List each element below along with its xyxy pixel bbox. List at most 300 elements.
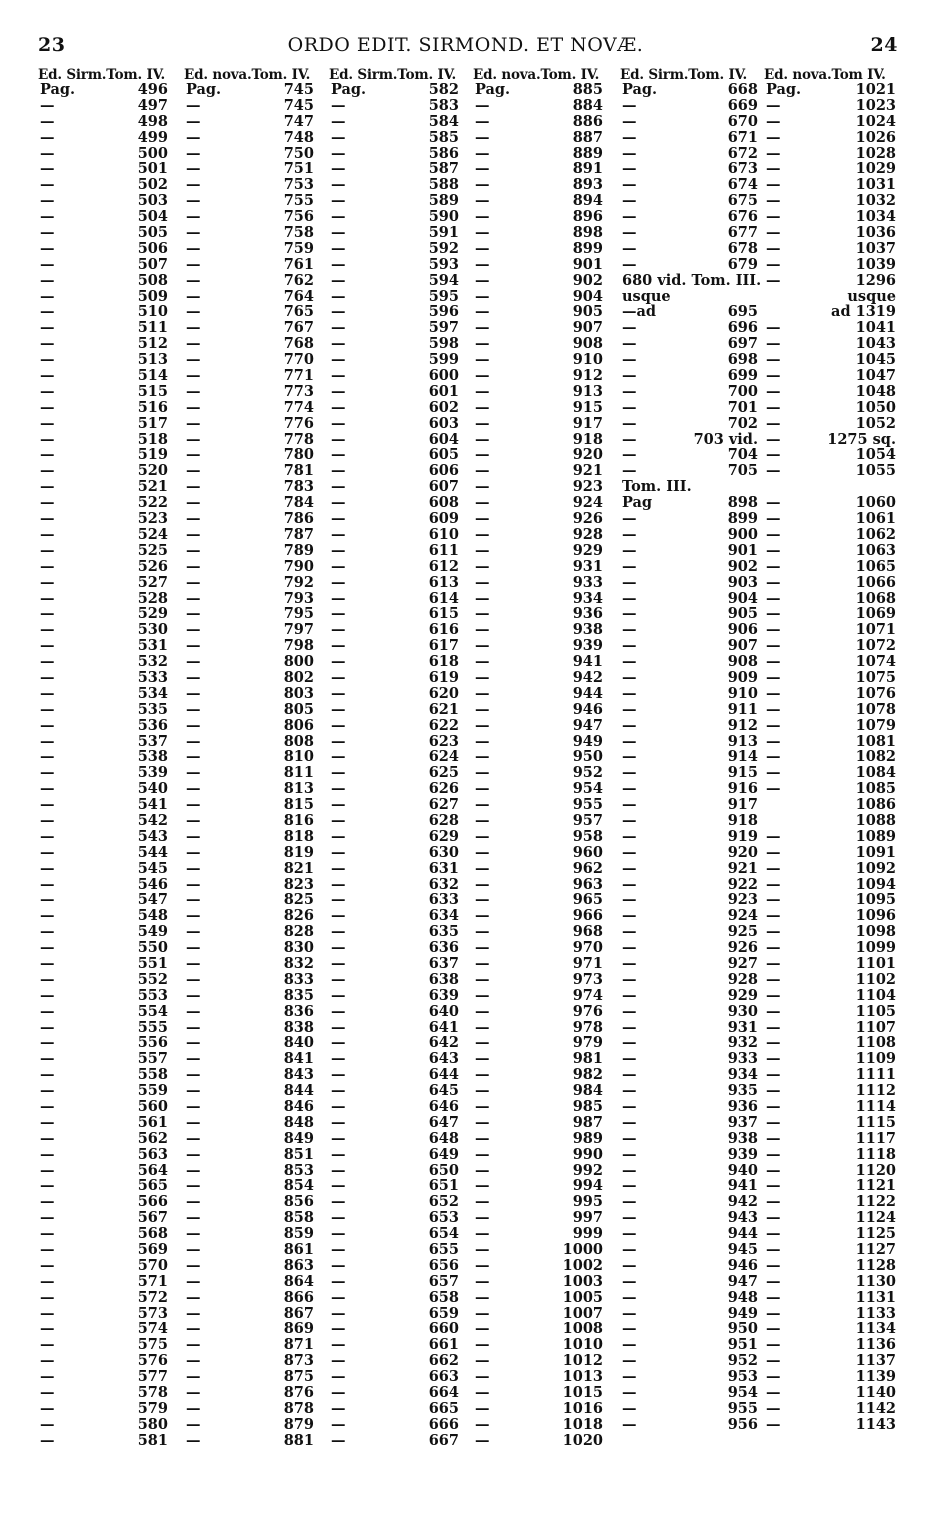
row-value: 778: [283, 430, 314, 448]
row-value: 1043: [855, 335, 896, 353]
row-value: 516: [137, 398, 168, 416]
row-value: 671: [727, 128, 758, 146]
table-row: [329, 432, 459, 448]
table-row: [184, 1115, 314, 1131]
row-value: 593: [428, 255, 459, 273]
row-label: —: [622, 764, 637, 782]
row-label: —: [475, 1193, 490, 1211]
row-label: —: [186, 1384, 201, 1402]
row-label: —: [331, 764, 346, 782]
row-value: 1091: [855, 843, 896, 861]
row-label: —: [331, 112, 346, 130]
table-row: [184, 368, 314, 384]
row-value: 536: [137, 716, 168, 734]
table-row: [764, 82, 898, 98]
row-label: —: [475, 1399, 490, 1417]
row-value: 915: [727, 764, 758, 782]
table-row: [620, 495, 758, 511]
row-value: 816: [283, 811, 314, 829]
row-label: —: [40, 478, 55, 496]
table-row: [764, 861, 898, 877]
table-row: [184, 654, 314, 670]
row-label: —: [186, 208, 201, 226]
table-row: [473, 1417, 603, 1433]
row-value: 924: [572, 494, 603, 512]
table-row: [764, 479, 898, 495]
table-row: [38, 304, 168, 320]
row-value: 500: [137, 144, 168, 162]
table-row: [38, 654, 168, 670]
row-label: —: [766, 923, 781, 941]
table-row: [473, 1353, 603, 1369]
row-label: —: [475, 1002, 490, 1020]
row-value: 667: [428, 1431, 459, 1449]
row-label: —: [766, 1129, 781, 1147]
table-row: [329, 543, 459, 559]
row-label: —: [331, 430, 346, 448]
table-row: [473, 98, 603, 114]
row-label: —: [622, 1272, 637, 1290]
row-value: 953: [727, 1368, 758, 1386]
row-label: —: [622, 811, 637, 829]
row-value: 657: [428, 1272, 459, 1290]
row-value: 948: [727, 1288, 758, 1306]
table-row: [329, 1178, 459, 1194]
row-label: —: [186, 843, 201, 861]
row-label: —: [475, 796, 490, 814]
row-value: 665: [428, 1399, 459, 1417]
table-row: [38, 670, 168, 686]
row-label: —: [331, 1113, 346, 1131]
row-value: 747: [283, 112, 314, 130]
row-value: 537: [137, 732, 168, 750]
row-value: 664: [428, 1384, 459, 1402]
table-row: [329, 289, 459, 305]
row-value: 598: [428, 335, 459, 353]
row-label: —: [766, 589, 781, 607]
row-value: 636: [428, 939, 459, 957]
row-label: —: [40, 1145, 55, 1163]
table-row: [620, 161, 758, 177]
row-value: 595: [428, 287, 459, 305]
table-row: [764, 734, 898, 750]
row-value: 558: [137, 1066, 168, 1084]
row-value: 792: [283, 573, 314, 591]
row-label: —: [475, 1066, 490, 1084]
row-value: 634: [428, 907, 459, 925]
row-label: —: [40, 541, 55, 559]
table-row: [764, 447, 898, 463]
row-label: —: [622, 1399, 637, 1417]
row-value: 995: [572, 1193, 603, 1211]
table-row: [184, 559, 314, 575]
table-row: [764, 575, 898, 591]
table-row: [620, 1099, 758, 1115]
row-label: —: [186, 271, 201, 289]
table-row: [620, 575, 758, 591]
table-row: [184, 988, 314, 1004]
row-value: 589: [428, 192, 459, 210]
table-row: [620, 1210, 758, 1226]
table-row: [764, 463, 898, 479]
row-value: 627: [428, 796, 459, 814]
row-label: —: [186, 700, 201, 718]
row-label: —: [40, 970, 55, 988]
row-label: —: [186, 176, 201, 194]
row-value: 767: [283, 319, 314, 337]
table-row: [473, 956, 603, 972]
row-label: —: [622, 573, 637, 591]
table-row: [473, 82, 603, 98]
row-label: —: [331, 351, 346, 369]
table-row: [473, 988, 603, 1004]
row-label: —: [186, 1256, 201, 1274]
row-value: 907: [727, 637, 758, 655]
row-label: —: [331, 255, 346, 273]
row-label: —: [766, 859, 781, 877]
row-label: —: [766, 1098, 781, 1115]
table-row: [620, 447, 758, 463]
table-row: [473, 924, 603, 940]
page-title: ORDO EDIT. SIRMOND. ET NOVÆ.: [287, 34, 644, 56]
row-label: —: [186, 1399, 201, 1417]
row-value: 901: [572, 255, 603, 273]
table-row: [620, 432, 758, 448]
row-value: 1124: [855, 1209, 896, 1227]
row-value: 957: [572, 811, 603, 829]
row-value: 938: [727, 1129, 758, 1147]
row-label: —: [475, 1415, 490, 1433]
row-value: 1031: [855, 176, 896, 194]
row-label: —: [766, 430, 781, 448]
row-value: 670: [727, 112, 758, 130]
table-row: [184, 1099, 314, 1115]
table-row: [764, 670, 898, 686]
row-label: —: [766, 875, 781, 893]
row-label: —: [766, 573, 781, 591]
row-value: 815: [283, 796, 314, 814]
table-row: [473, 146, 603, 162]
column-4: [473, 68, 603, 1449]
row-value: 808: [283, 732, 314, 750]
row-value: 918: [572, 430, 603, 448]
row-value: 607: [428, 478, 459, 496]
row-label: —: [186, 732, 201, 750]
row-value: 915: [572, 398, 603, 416]
table-row: [473, 892, 603, 908]
row-label: —: [186, 414, 201, 432]
row-value: 751: [283, 160, 314, 178]
table-row: [764, 1115, 898, 1131]
row-value: 793: [283, 589, 314, 607]
row-value: 866: [283, 1288, 314, 1306]
row-value: 705: [727, 462, 758, 480]
row-label: —: [766, 557, 781, 575]
row-label: —: [40, 1384, 55, 1402]
table-row: [620, 670, 758, 686]
table-row: [473, 781, 603, 797]
row-label: —: [475, 239, 490, 257]
row-label: —: [331, 939, 346, 957]
table-row: [764, 892, 898, 908]
table-row: [473, 877, 603, 893]
row-label: —: [622, 351, 637, 369]
row-label: —: [40, 128, 55, 146]
row-value: 628: [428, 811, 459, 829]
row-value: 522: [137, 494, 168, 512]
table-row: [38, 1020, 168, 1036]
table-row: [329, 797, 459, 813]
table-row: [329, 845, 459, 861]
row-value: 950: [727, 1320, 758, 1338]
row-value: 703 vid.: [693, 430, 758, 448]
table-row: [473, 1051, 603, 1067]
row-value: 565: [137, 1177, 168, 1195]
row-label: —: [186, 144, 201, 162]
table-row: [764, 161, 898, 177]
table-row: [620, 781, 758, 797]
row-value: 640: [428, 1002, 459, 1020]
table-row: [764, 1353, 898, 1369]
table-row: [38, 988, 168, 1004]
row-label: —: [40, 954, 55, 972]
row-value: 1000: [562, 1241, 603, 1259]
row-label: —: [766, 414, 781, 432]
table-row: [329, 1051, 459, 1067]
row-value: 934: [727, 1066, 758, 1084]
row-value: 700: [727, 382, 758, 400]
table-row: [329, 320, 459, 336]
row-value: 966: [572, 907, 603, 925]
row-value: 911: [727, 700, 758, 718]
table-row: [764, 1083, 898, 1099]
row-value: 699: [727, 367, 758, 385]
row-label: —: [186, 1129, 201, 1147]
row-label: —: [475, 96, 490, 114]
row-value: 962: [572, 859, 603, 877]
row-value: 508: [137, 271, 168, 289]
row-label: —: [331, 335, 346, 353]
row-label: —: [331, 573, 346, 591]
table-row: [38, 82, 168, 98]
row-label: —: [40, 716, 55, 734]
row-label: —: [331, 414, 346, 432]
table-row: [184, 1274, 314, 1290]
table-row: [184, 98, 314, 114]
row-label: —: [186, 510, 201, 528]
row-label: —: [186, 239, 201, 257]
row-label: —: [766, 1193, 781, 1211]
row-label: —: [766, 907, 781, 925]
row-value: 937: [727, 1113, 758, 1131]
table-row: [764, 1401, 898, 1417]
row-label: —: [766, 271, 781, 289]
row-label: —: [475, 398, 490, 416]
row-label: —: [622, 668, 637, 686]
row-label: —: [186, 446, 201, 464]
row-label: —: [766, 462, 781, 480]
row-value: 512: [137, 335, 168, 353]
row-value: 677: [727, 224, 758, 242]
row-value: 669: [727, 96, 758, 114]
table-row: [620, 1242, 758, 1258]
row-label: —: [331, 684, 346, 702]
row-value: 745: [283, 81, 314, 98]
table-row: [329, 670, 459, 686]
row-value: 575: [137, 1336, 168, 1354]
table-row: [38, 1417, 168, 1433]
row-label: —: [622, 1209, 637, 1227]
table-row: [38, 1369, 168, 1385]
table-row: [764, 638, 898, 654]
table-row: [329, 495, 459, 511]
table-row: [764, 368, 898, 384]
table-row: [184, 463, 314, 479]
row-label: —: [766, 525, 781, 543]
table-row: [184, 304, 314, 320]
table-row: [764, 257, 898, 273]
row-label: —: [475, 557, 490, 575]
row-label: —: [40, 1002, 55, 1020]
row-label: —: [186, 1304, 201, 1322]
row-label: —: [622, 1177, 637, 1195]
row-value: 526: [137, 557, 168, 575]
row-label: —: [622, 446, 637, 464]
row-value: 605: [428, 446, 459, 464]
table-row: [473, 797, 603, 813]
table-row: [473, 940, 603, 956]
row-label: —: [475, 827, 490, 845]
row-value: 548: [137, 907, 168, 925]
row-value: 795: [283, 605, 314, 623]
row-label: —: [475, 208, 490, 226]
row-label: —: [622, 1320, 637, 1338]
table-row: [38, 527, 168, 543]
table-row: [329, 1210, 459, 1226]
row-label: —: [40, 510, 55, 528]
row-value: 1099: [855, 939, 896, 957]
table-row: [329, 304, 459, 320]
row-value: 887: [572, 128, 603, 146]
row-label: —: [40, 573, 55, 591]
table-row: [329, 892, 459, 908]
row-value: 1105: [855, 1002, 896, 1020]
row-value: 602: [428, 398, 459, 416]
table-row: [620, 1321, 758, 1337]
row-value: 521: [137, 478, 168, 496]
row-label: —: [475, 605, 490, 623]
table-row: [38, 1051, 168, 1067]
row-label: Pag.: [622, 81, 658, 98]
table-row: [473, 447, 603, 463]
table-row: [38, 177, 168, 193]
row-label: —: [331, 224, 346, 242]
table-row: [184, 1306, 314, 1322]
row-label: —: [40, 1304, 55, 1322]
table-row: [764, 384, 898, 400]
table-row: [764, 702, 898, 718]
row-label: —: [186, 398, 201, 416]
row-label: —: [766, 510, 781, 528]
row-value: 1111: [855, 1066, 896, 1084]
table-row: [764, 1385, 898, 1401]
table-row: [764, 543, 898, 559]
column-3: [329, 68, 459, 1449]
table-row: [764, 829, 898, 845]
row-value: 496: [137, 81, 168, 98]
row-label: —: [186, 1018, 201, 1036]
row-label: —: [331, 1098, 346, 1115]
row-value: 633: [428, 891, 459, 909]
row-value: 626: [428, 780, 459, 798]
table-row: [184, 765, 314, 781]
row-label: —: [186, 1415, 201, 1433]
row-value: 1050: [855, 398, 896, 416]
table-row: [620, 130, 758, 146]
row-value: 999: [572, 1225, 603, 1243]
row-label: —: [40, 367, 55, 385]
table-row: [38, 972, 168, 988]
row-value: 944: [727, 1225, 758, 1243]
table-row: [620, 320, 758, 336]
table-row: [764, 908, 898, 924]
table-row: [184, 1242, 314, 1258]
row-label: —: [40, 446, 55, 464]
table-row: [184, 670, 314, 686]
row-label: —: [766, 605, 781, 623]
table-row: [764, 304, 898, 320]
row-label: —: [475, 382, 490, 400]
table-row: [473, 1433, 603, 1449]
row-value: 504: [137, 208, 168, 226]
row-label: —: [186, 986, 201, 1004]
row-value: 927: [727, 954, 758, 972]
row-value: 1021: [855, 81, 896, 98]
row-value: 498: [137, 112, 168, 130]
row-label: —: [186, 1272, 201, 1290]
row-label: —: [186, 891, 201, 909]
row-value: 511: [137, 319, 168, 337]
table-row: [38, 877, 168, 893]
table-row: [184, 1417, 314, 1433]
row-value: 992: [572, 1161, 603, 1179]
table-row: [329, 1369, 459, 1385]
row-value: 1125: [855, 1225, 896, 1243]
row-label: —: [40, 1018, 55, 1036]
row-label: —: [475, 1161, 490, 1179]
row-label: —: [40, 303, 55, 321]
row-value: 661: [428, 1336, 459, 1354]
row-label: —: [475, 224, 490, 242]
table-row: [620, 209, 758, 225]
row-label: —: [622, 621, 637, 639]
row-label: —: [766, 1113, 781, 1131]
row-label: —: [186, 112, 201, 130]
row-value: 647: [428, 1113, 459, 1131]
row-value: 542: [137, 811, 168, 829]
row-label: —: [40, 827, 55, 845]
row-value: 952: [572, 764, 603, 782]
row-label: —: [622, 1050, 637, 1068]
table-row: [473, 1321, 603, 1337]
row-value: 936: [572, 605, 603, 623]
row-label: —: [475, 621, 490, 639]
table-row: [620, 384, 758, 400]
row-value: 1015: [562, 1384, 603, 1402]
row-value: 946: [727, 1256, 758, 1274]
row-label: —: [331, 827, 346, 845]
row-value: 573: [137, 1304, 168, 1322]
